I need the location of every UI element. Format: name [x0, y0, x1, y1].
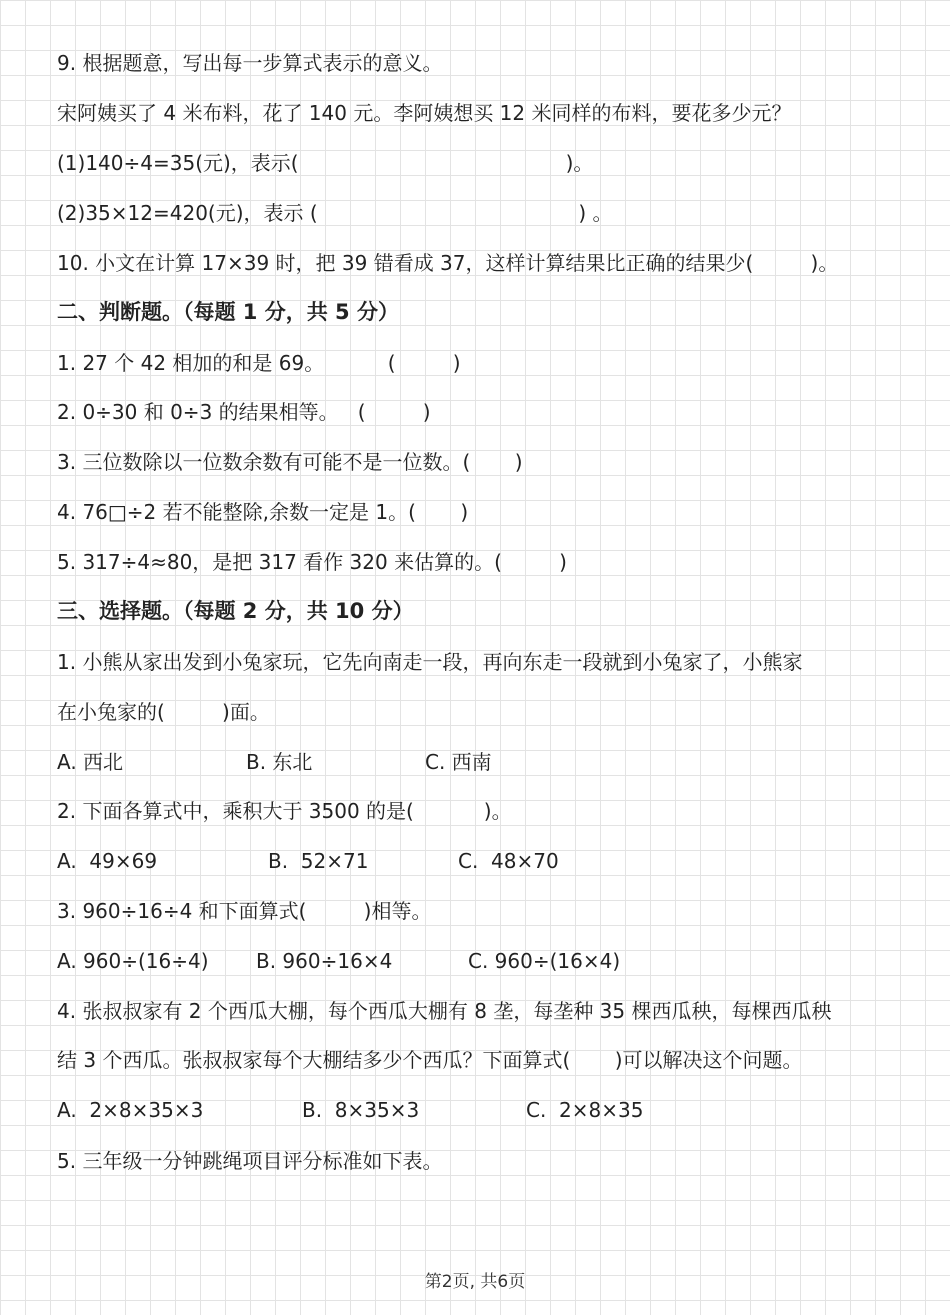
- choice-q1-line1: 1. 小熊从家出发到小兔家玩，它先向南走一段，再向东走一段就到小兔家了，小熊家: [57, 650, 803, 674]
- choice-q3-option-c: C. 960÷(16×4): [468, 949, 621, 973]
- judgement-item: 1. 27 个 42 相加的和是 69。 ( ): [57, 351, 461, 375]
- choice-q1-option-c: C. 西南: [425, 750, 492, 774]
- choice-q4-option-b: B. 8×35×3: [302, 1098, 420, 1122]
- q10: 10. 小文在计算 17×39 时，把 39 错看成 37，这样计算结果比正确的结果少( )。: [57, 251, 839, 275]
- choice-q4-option-a: A. 2×8×35×3: [57, 1098, 204, 1122]
- choice-q4-line1: 4. 张叔叔家有 2 个西瓜大棚，每个西瓜大棚有 8 垄，每垄种 35 棵西瓜秧，每棵西瓜秧: [57, 999, 832, 1023]
- q9-step2: (2)35×12=420(元)，表示 ( ) 。: [57, 201, 613, 225]
- section-heading-choice: 三、选择题。（每题 2 分，共 10 分）: [57, 599, 414, 623]
- choice-q2-option-c: C. 48×70: [458, 849, 559, 873]
- choice-q2: 2. 下面各算式中，乘积大于 3500 的是( )。: [57, 799, 512, 823]
- choice-q1-option-b: B. 东北: [246, 750, 313, 774]
- q9-step1: (1)140÷4=35(元)，表示( )。: [57, 151, 594, 175]
- choice-q5: 5. 三年级一分钟跳绳项目评分标准如下表。: [57, 1149, 443, 1173]
- section-heading-judgement: 二、判断题。（每题 1 分，共 5 分）: [57, 300, 399, 324]
- choice-q1-option-a: A. 西北: [57, 750, 124, 774]
- choice-q4-option-c: C. 2×8×35: [526, 1098, 644, 1122]
- choice-q1-line2: 在小兔家的( )面。: [57, 700, 270, 724]
- choice-q2-option-a: A. 49×69: [57, 849, 158, 873]
- judgement-item: 3. 三位数除以一位数余数有可能不是一位数。( ): [57, 450, 523, 474]
- q9-problem: 宋阿姨买了 4 米布料，花了 140 元。李阿姨想买 12 米同样的布料，要花多少元？: [57, 101, 792, 125]
- choice-q3-option-b: B. 960÷16×4: [256, 949, 393, 973]
- page-number-footer: 第2页, 共6页: [424, 1272, 526, 1292]
- choice-q2-option-b: B. 52×71: [268, 849, 369, 873]
- judgement-item: 2. 0÷30 和 0÷3 的结果相等。 ( ): [57, 400, 431, 424]
- judgement-item: 5. 317÷4≈80，是把 317 看作 320 来估算的。( ): [57, 550, 567, 574]
- choice-q3-option-a: A. 960÷(16÷4): [57, 949, 209, 973]
- judgement-item: 4. 76□÷2 若不能整除,余数一定是 1。( ): [57, 500, 469, 524]
- choice-q3: 3. 960÷16÷4 和下面算式( )相等。: [57, 899, 432, 923]
- choice-q4-line2: 结 3 个西瓜。张叔叔家每个大棚结多少个西瓜？下面算式( )可以解决这个问题。: [57, 1048, 803, 1072]
- q9-title: 9. 根据题意，写出每一步算式表示的意义。: [57, 51, 443, 75]
